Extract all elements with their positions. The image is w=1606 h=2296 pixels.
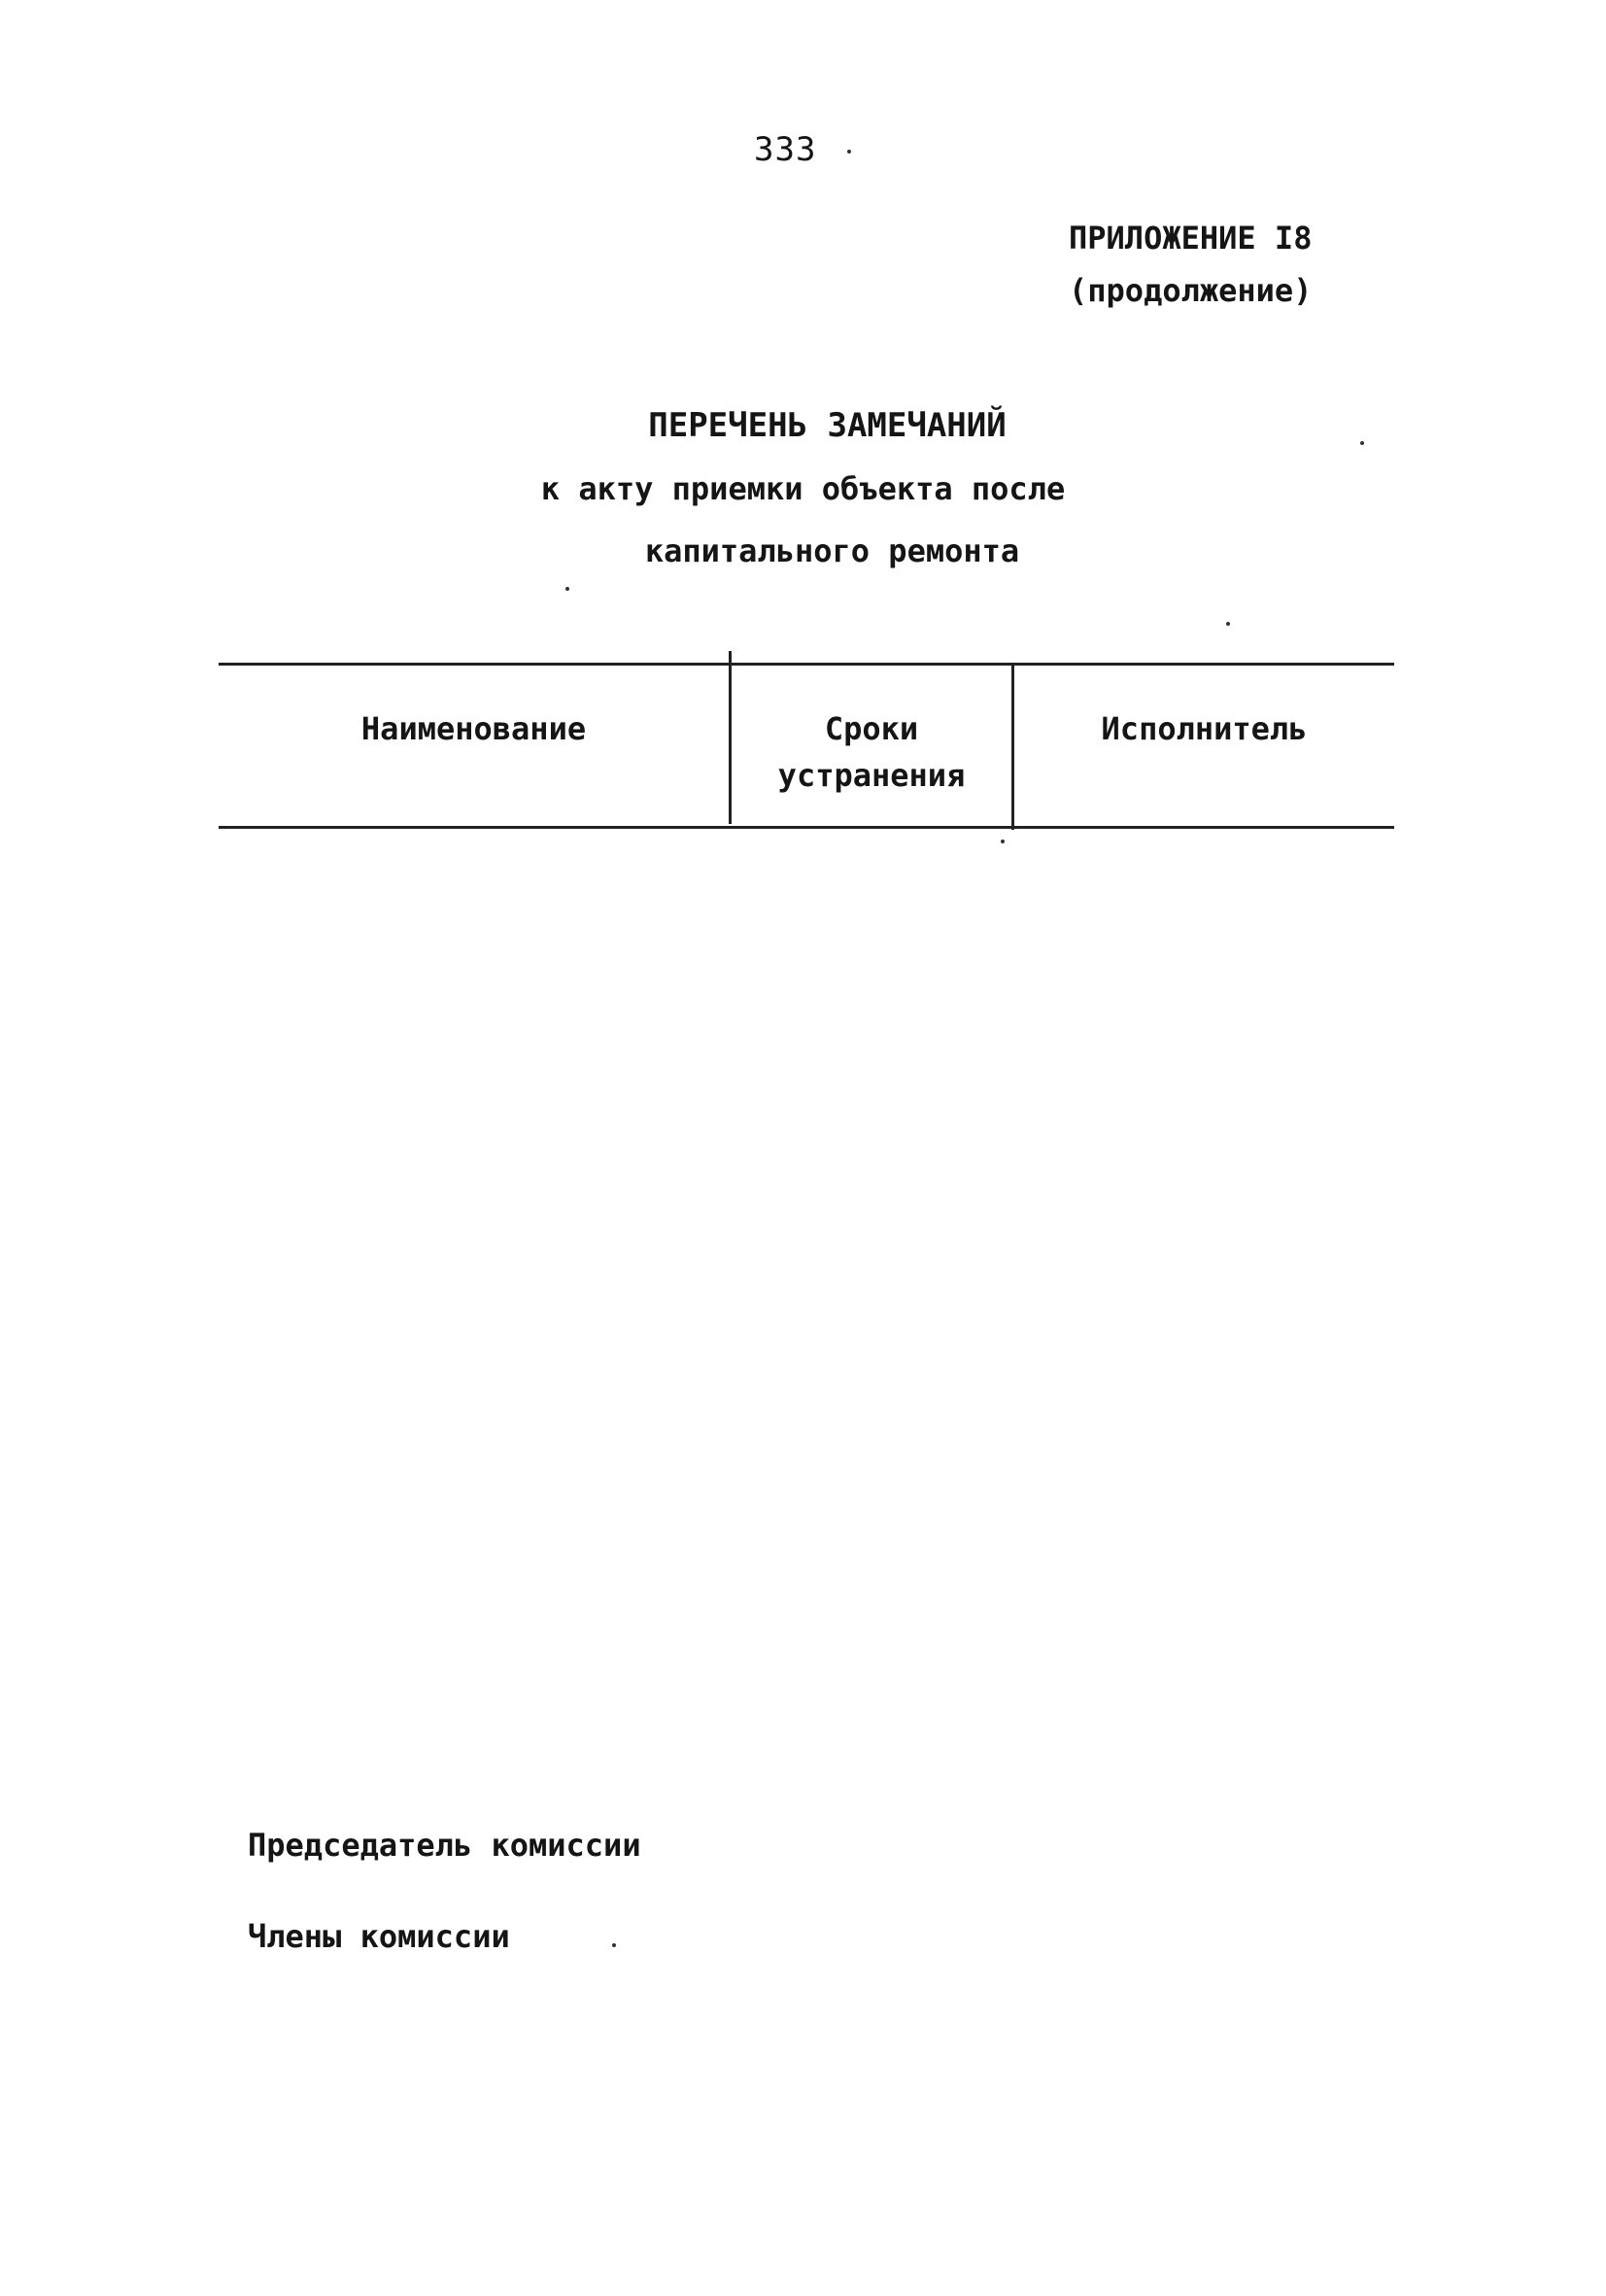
column-header-executor-line1: Исполнитель <box>1101 710 1308 747</box>
document-subtitle-line2: капитального ремонта <box>644 532 1020 569</box>
chairman-signature-label: Председатель комиссии <box>248 1827 641 1864</box>
appendix-title: ПРИЛОЖЕНИЕ I8 <box>1069 220 1313 257</box>
document-title: ПЕРЕЧЕНЬ ЗАМЕЧАНИЙ <box>648 406 1007 445</box>
scan-speck <box>612 1943 616 1947</box>
page-number: 333 <box>754 130 817 169</box>
remarks-table-header <box>219 663 1394 830</box>
column-header-executor <box>1014 705 1394 752</box>
column-header-deadline <box>732 705 1011 799</box>
appendix-note: (продолжение) <box>1069 272 1313 309</box>
document-subtitle-line1: к акту приемки объекта после <box>540 470 1066 507</box>
scan-speck <box>565 587 569 591</box>
scan-speck <box>847 150 851 154</box>
column-header-deadline-line1: Сроки <box>824 710 919 747</box>
column-header-name <box>219 705 729 752</box>
column-header-deadline-line2: устранения <box>777 757 966 794</box>
members-signature-label: Члены комиссии <box>248 1918 510 1955</box>
scan-speck <box>1001 840 1005 843</box>
scan-speck <box>1226 622 1230 626</box>
table-bottom-rule <box>219 826 1394 829</box>
table-top-rule <box>219 663 1394 666</box>
column-header-name-line1: Наименование <box>360 710 587 747</box>
scan-speck <box>1360 441 1364 445</box>
